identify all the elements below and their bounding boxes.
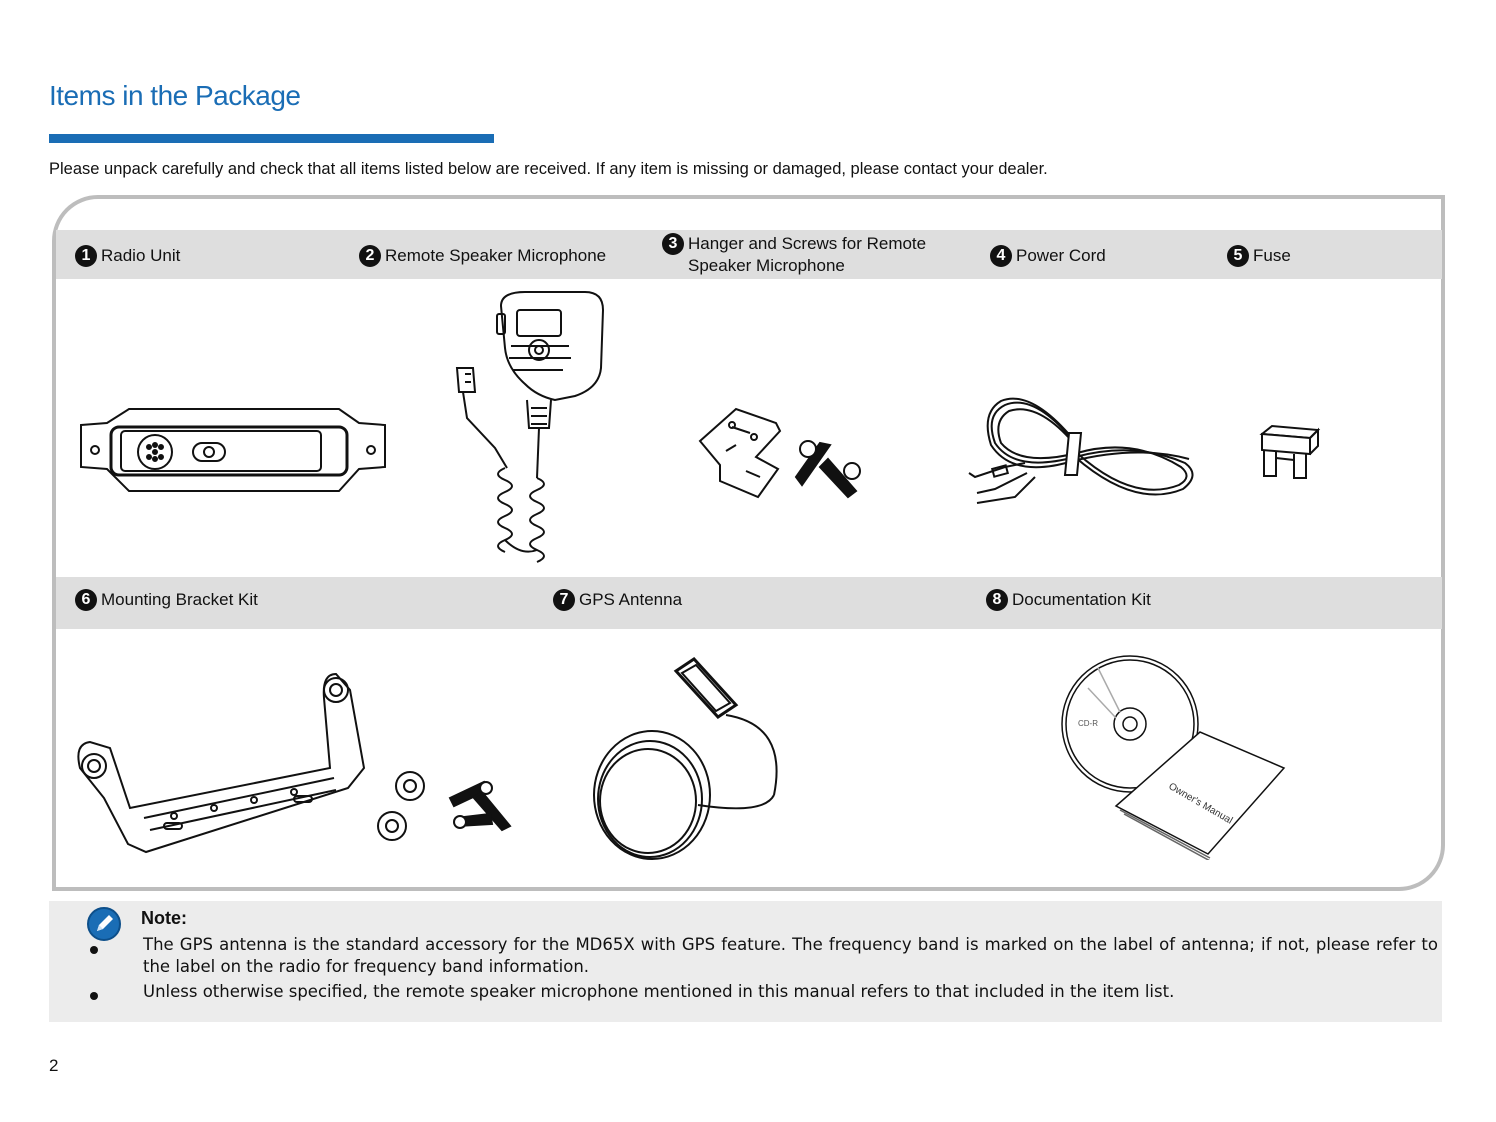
- item-number: 3: [662, 233, 684, 255]
- item-number: 4: [990, 245, 1012, 267]
- item-number: 5: [1227, 245, 1249, 267]
- intro-text: Please unpack carefully and check that all items listed below are received. If any item is missing or damaged, please contact your dealer.: [49, 160, 1048, 178]
- note-item-gps: The GPS antenna is the standard accessory for the MD65X with GPS feature. The frequency band is marked on the label of antenna; if not, please refer to the label on the radio for frequency band information.: [143, 935, 1438, 976]
- manual-label: Owner's Manual: [1166, 781, 1235, 827]
- item-name: Documentation Kit: [1012, 590, 1151, 609]
- power-cord-illustration: [965, 393, 1200, 517]
- remote-speaker-microphone-illustration: [445, 288, 615, 564]
- item-number: 2: [359, 245, 381, 267]
- item-name: Fuse: [1253, 246, 1291, 265]
- item-label-radio-unit: [75, 245, 180, 267]
- radio-unit-illustration: [77, 405, 389, 495]
- cd-label: CD-R: [1078, 719, 1098, 728]
- hanger-and-screws-illustration: [696, 405, 868, 509]
- item-name: GPS Antenna: [579, 590, 683, 609]
- item-number: 6: [75, 589, 97, 611]
- item-number: 8: [986, 589, 1008, 611]
- item-number: 7: [553, 589, 575, 611]
- item-label-remote-speaker-microphone: [359, 245, 606, 267]
- documentation-kit-illustration: [1058, 648, 1288, 860]
- item-label-gps-antenna: [553, 589, 682, 611]
- gps-antenna-illustration: [588, 655, 784, 867]
- item-name: Power Cord: [1016, 246, 1106, 265]
- item-name: Radio Unit: [101, 246, 181, 265]
- note-title: Note:: [141, 908, 187, 928]
- page-title: Items in the Package: [49, 80, 301, 111]
- item-name: Mounting Bracket Kit: [101, 590, 258, 609]
- item-header-band-bottom: [56, 577, 1442, 629]
- pencil-note-icon: [86, 906, 122, 947]
- item-name: Remote Speaker Microphone: [385, 246, 607, 265]
- item-label-power-cord: [990, 245, 1106, 267]
- page-number: 2: [49, 1056, 59, 1075]
- item-label-documentation-kit: [986, 589, 1151, 611]
- note-bullet: [90, 992, 98, 1000]
- fuse-illustration: [1256, 424, 1322, 482]
- item-label-fuse: [1227, 245, 1291, 267]
- note-bullet: [90, 946, 98, 954]
- title-underline: [49, 134, 494, 143]
- item-name: Hanger and Screws for Remote Speaker Microphone: [688, 234, 927, 275]
- item-number: 1: [75, 245, 97, 267]
- item-label-mounting-bracket-kit: [75, 589, 258, 611]
- item-label-hanger-and-screws: [662, 233, 962, 277]
- mounting-bracket-kit-illustration: [74, 668, 524, 863]
- note-item-speaker: Unless otherwise specified, the remote speaker microphone mentioned in this manual refers to that included in the item list.: [143, 982, 1175, 1001]
